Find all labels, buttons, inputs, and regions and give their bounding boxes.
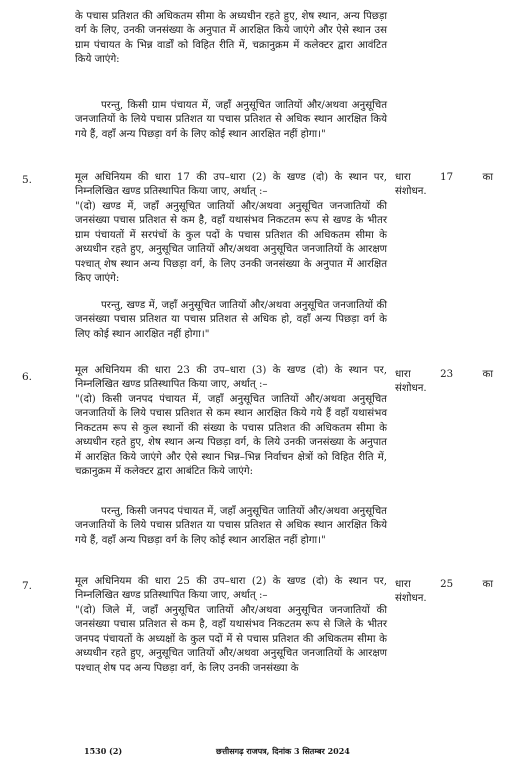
- section-body: "(दो) किसी जनपद पंचायत में, जहाँ अनुसूचित जातियों और/अथवा अनुसूचित जनजातियों के लिये पचास प्रतिशत से कम स्थान आरक्षित किये गये हैं वहाँ यथासंभव निकटतम रूप से कुल स्थानों की संख्या के पचास प्रतिशत की अधिकतम सीमा के अध्यधीन रहते हुए, शेष स्थान अन्य पिछड़ा वर्ग, के लिये उनकी जनसंख्या के अनुपात में आरक्षित किये जाएंगे और ऐसे स्थान भिन्न–भिन्न निर्वाचन क्षेत्रों को विहित रीति में, चक्रानुक्रम में कलेक्टर द्वारा आबंटित किये जाएंगे:: [75, 394, 387, 478]
- page-number: 1530 (2): [84, 746, 123, 756]
- side-label: संशोधन.: [395, 186, 427, 198]
- gazette-title: छत्तीसगढ़ राजपत्र, दिनांक 3 सितम्बर 2024: [216, 746, 350, 756]
- section-proviso: परन्तु, खण्ड में, जहाँ अनुसूचित जातियों और/अथवा अनुसूचित जनजातियों की जनसंख्या पचास प्रतिशत या पचास प्रतिशत से अधिक हो, वहाँ अन्य पिछड़ा वर्ग के लिए कोई स्थान आरक्षित नहीं होगा।": [75, 300, 387, 340]
- section-intro: मूल अधिनियम की धारा 25 की उप–धारा (2) के खण्ड (दो) के स्थान पर, निम्नलिखित खण्ड प्रतिस्थापित किया जाए, अर्थात् :–: [75, 576, 387, 602]
- side-word: धारा: [395, 172, 411, 183]
- side-num: 23: [440, 369, 454, 380]
- section-number: 6.: [22, 371, 33, 383]
- side-suffix: का: [482, 172, 493, 183]
- proviso-paragraph: परन्तु, किसी ग्राम पंचायत में, जहाँ अनुसूचित जातियों और/अथवा अनुसूचित जनजातियों के लिये पचास प्रतिशत या पचास प्रतिशत से अधिक स्थान आरक्षित किये गये हैं, वहाँ अन्य पिछड़ा वर्ग के लिए कोई स्थान आरक्षित नहीं होगा।": [75, 100, 387, 140]
- section-intro: मूल अधिनियम की धारा 17 की उप–धारा (2) के खण्ड (दो) के स्थान पर, निम्नलिखित खण्ड प्रतिस्थापित किया जाए, अर्थात् :–: [75, 172, 387, 198]
- section-intro: मूल अधिनियम की धारा 23 की उप–धारा (3) के खण्ड (दो) के स्थान पर, निम्नलिखित खण्ड प्रतिस्थापित किया जाए, अर्थात् :–: [75, 365, 387, 391]
- continued-paragraph: के पचास प्रतिशत की अधिकतम सीमा के अध्यधीन रहते हुए, शेष स्थान, अन्य पिछड़ा वर्ग के लिए, उनकी जनसंख्या के अनुपात में आरक्षित किये जाएंगे और ऐसे स्थान उस ग्राम पंचायत के भिन्न वार्डों को विहित रीति में, चक्रानुक्रम में कलेक्टर द्वारा आवंटित किये जाएंगे:: [75, 11, 387, 66]
- side-label: संशोधन.: [395, 593, 427, 605]
- section-body: "(दो) जिले में, जहाँ अनुसूचित जातियों और/अथवा अनुसूचित जनजातियों की जनसंख्या पचास प्रतिशत से कम है, वहाँ यथासंभव निकटतम रूप से जिले के भीतर जनपद पंचायतों के अध्यक्षों के कुल पदों में से पचास प्रतिशत की अधिकतम सीमा के अध्यधीन रहते हुए, अनुसूचित जातियों और/अथवा अनुसूचित जनजातियों के आरक्षण पश्चात् शेष पद अन्य पिछड़ा वर्ग, के लिए उनकी जनसंख्या के: [75, 605, 387, 674]
- side-suffix: का: [482, 579, 493, 590]
- section-number: 5.: [22, 174, 33, 186]
- side-note: [395, 368, 493, 397]
- section-body: "(दो) खण्ड में, जहाँ अनुसूचित जातियों और/अथवा अनुसूचित जनजातियों की जनसंख्या पचास प्रतिशत से कम है, वहाँ यथासंभव निकटतम रूप से खण्ड के भीतर ग्राम पंचायतों में सरपंचों के कुल पदों के पचास प्रतिशत की अधिकतम सीमा के अध्यधीन रहते हुए, अनुसूचित जातियों और/अथवा अनुसूचित जनजातियों के आरक्षण पश्चात् शेष स्थान अन्य पिछड़ा वर्ग, के लिए उनकी जनसंख्या के अनुपात में आरक्षित किए जाएंगे:: [75, 201, 387, 285]
- side-suffix: का: [482, 369, 493, 380]
- side-note: [395, 171, 493, 200]
- section-number: 7.: [22, 580, 33, 592]
- side-note: [395, 578, 493, 607]
- side-num: 17: [440, 172, 454, 183]
- side-word: धारा: [395, 579, 411, 590]
- side-num: 25: [440, 579, 454, 590]
- side-word: धारा: [395, 369, 411, 380]
- section-proviso: परन्तु, किसी जनपद पंचायत में, जहाँ अनुसूचित जातियों और/अथवा अनुसूचित जनजातियों के लिये पचास प्रतिशत या पचास प्रतिशत से अधिक स्थान आरक्षित किये गये हैं, वहाँ अन्य पिछड़ा वर्ग के लिए कोई स्थान आरक्षित नहीं होगा।": [75, 506, 387, 546]
- side-label: संशोधन.: [395, 383, 427, 395]
